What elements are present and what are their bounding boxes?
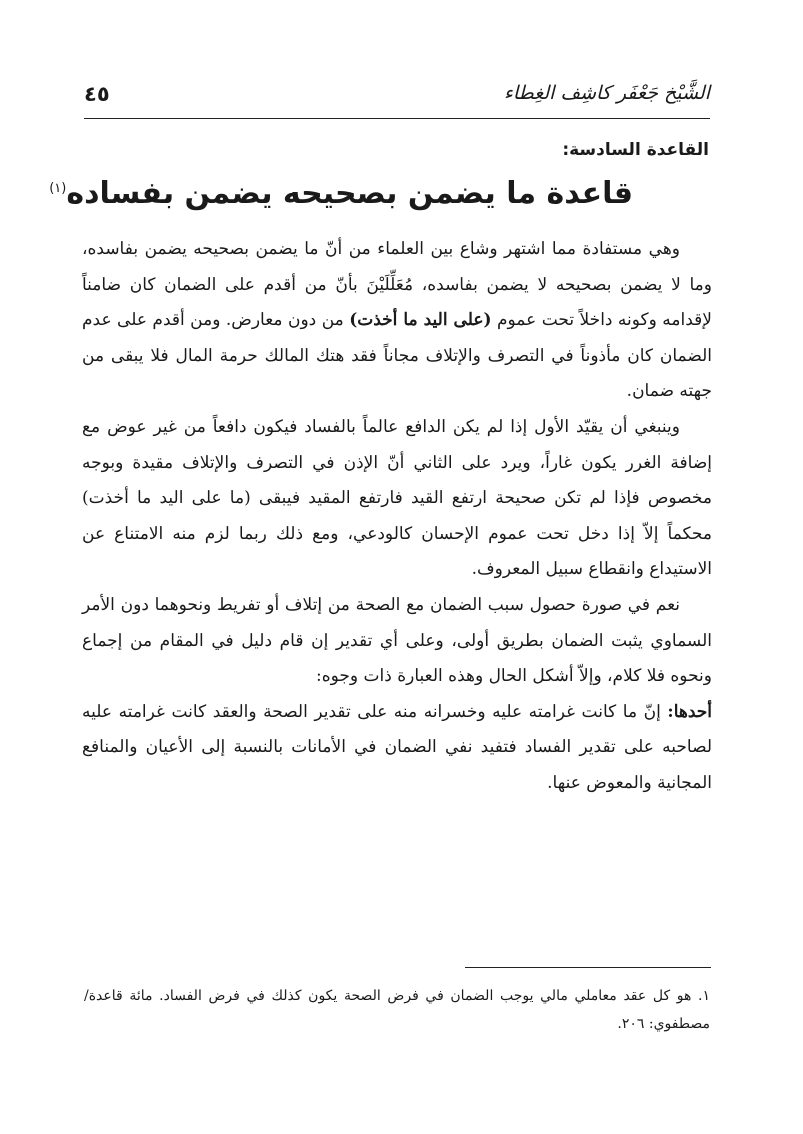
paragraph-4-lead: أحدها: — [667, 701, 712, 722]
footnote-separator — [465, 967, 711, 968]
paragraph-4 — [82, 695, 712, 802]
footnote-1: ١. هو كل عقد معاملي مالي يوجب الضمان في فرض الصحة يكون كذلك في فرض الفساد. مائة قاعدة/ مصطفوي: ٢٠٦. — [84, 988, 710, 1032]
paragraph-3 — [82, 588, 712, 695]
paragraph-3-text: نعم في صورة حصول سبب الضمان مع الصحة من إتلاف أو تفريط ونحوهما دون الأمر السماوي يثبت الضمان بطريق أولى، وعلى أي تقدير إن قام دليل في المقام من إجماع ونحوه فلا كلام، وإلاّ أشكل الحال وهذه العبارة ذات وجوه: — [82, 594, 712, 687]
paragraph-2 — [82, 410, 712, 588]
paragraph-2-text: وينبغي أن يقيّد الأول إذا لم يكن الدافع عالماً بالفساد فيكون دافعاً من غير عوض مع إضافة الغرر يكون غاراً، ويرد على الثاني أنّ الإذن في التصرف والإتلاف مقيدة وبوجه مخصوص فإذا لم تكن صحيحة ارتفع القيد فارتفع المقيد فيبقى (ما على اليد ما أخذت) محكماً إلاّ إذا دخل تحت عموم الإحسان كالودعي، ومع ذلك ربما لزم منه الامتناع عن الاستيداع وانقطاع سبيل المعروف. — [82, 416, 712, 580]
paragraph-1-bold-quote: (على اليد ما أخذت) — [349, 310, 492, 331]
paragraph-1-text: وهي مستفادة مما اشتهر وشاع بين العلماء من أنّ ما يضمن بصحيحه يضمن بفاسده، وما لا يضمن بصحيحه لا يضمن بفاسده، مُعَلِّلَيْنَ بأنّ من أقدم على الضمان كان ضامناً لإقدامه وكونه داخلاً تحت عموم — [82, 239, 712, 331]
body-text — [82, 232, 712, 802]
footnotes — [84, 982, 710, 1038]
rule-title-text: قاعدة ما يضمن بصحيحه يضمن بفساده — [66, 176, 633, 211]
section-label: القاعدة السادسة: — [562, 140, 709, 160]
page-number: ٤٥ — [84, 82, 110, 106]
running-header — [84, 78, 710, 119]
paragraph-1-tail: من دون معارض. ومن أقدم على عدم الضمان كان مأذوناً في التصرف والإتلاف مجاناً فقد هتك المالك حرمة المال فلا يبقى من جهته ضمان. — [82, 310, 712, 402]
header-author-title: الشَّيْخ جَعْفَر كاشِف الغِطاء — [503, 82, 710, 104]
footnote-marker: (١) — [49, 181, 67, 196]
rule-title — [49, 176, 633, 211]
paragraph-4-text: إنّ ما كانت غرامته عليه وخسرانه منه على تقدير الصحة والعقد كانت غرامته عليه لصاحبه على تقدير الفساد فتفيد نفي الضمان في الأمانات بالنسبة إلى الأعيان والمنافع المجانية والمعوض عنها. — [82, 701, 712, 793]
paragraph-1 — [82, 232, 712, 410]
